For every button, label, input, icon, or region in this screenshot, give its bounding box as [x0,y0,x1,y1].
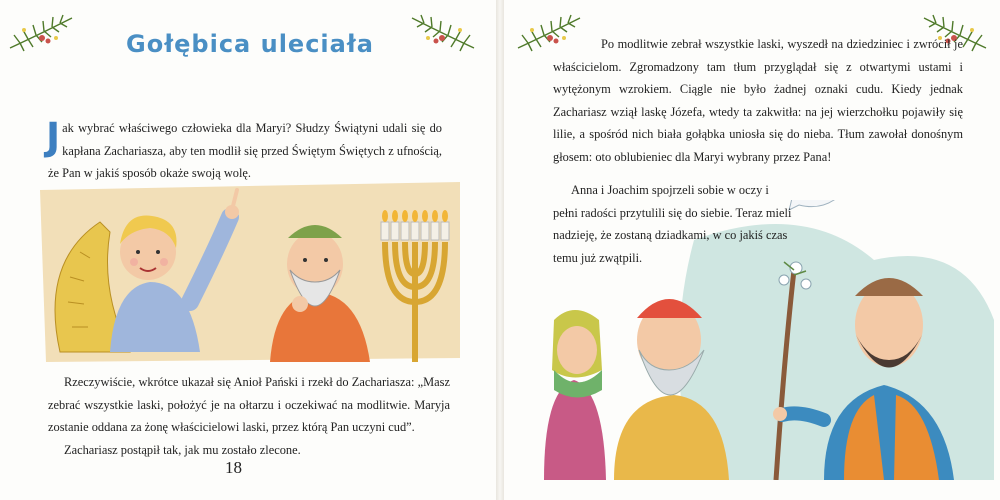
miracle-paragraph [553,33,963,168]
left-page [0,0,496,500]
miracle-text: Po modlitwie zebrał wszystkie laski, wyszedł na dziedziniec i zwrócił je właścicielom. Zgromadzony tam tłum przyglądał się z otwartymi ustami i wytężonym wzrokiem. Ciągle nie było żadnej oznaki cudu. Kiedy jednak Zachariasz wziął laskę Józefa, wtedy ta zakwitła: na jej wierzchołku pojawiły się lilie, a spośród nich biała gołąbka uniosła się do nieba. Tłum zawołał donośnym głosem: oto oblubieniec dla Maryi wybrany przez Pana! [553,37,963,164]
page-title: Gołębica uleciała [126,30,374,58]
paragraph-angel: Rzeczywiście, wkrótce ukazał się Anioł Pański i rzekł do Zachariasza: „Masz zebrać wszystkie laski, położyć je na ołtarzu i oczekiwać na modlitwie. Maryja zostanie oddana za żonę właścicielowi laski, przez którą Pan uczyni cud”. [48,375,450,434]
anna-joachim-text: Anna i Joachim spojrzeli sobie w oczy i pełni radości przytulili się do siebie. Teraz mieli nadzieję, że zostaną dziadkami, w co jakiś czas temu już zwątpili. [553,183,792,265]
pine-branch-ornament-icon [6,8,76,58]
drop-cap: J [46,115,61,159]
intro-text: ak wybrać właściwego człowieka dla Maryi? Słudzy Świątyni udali się do kapłana Zachariasza, aby ten modlił się przed Świętym Świętych z ufnością, że Pan w jakiś sposób okaże swoją wolę. [48,121,442,180]
angel-and-priest-illustration [40,182,460,362]
intro-paragraph [48,117,442,185]
anna-joachim-paragraph [553,179,793,269]
paragraph-zachariah: Zachariasz postąpił tak, jak mu zostało zlecone. [64,442,301,457]
right-page [504,0,1000,500]
page-number: 18 [225,458,242,477]
main-text-block [48,371,450,461]
book-gutter [496,0,504,500]
pine-branch-ornament-icon [408,8,478,58]
